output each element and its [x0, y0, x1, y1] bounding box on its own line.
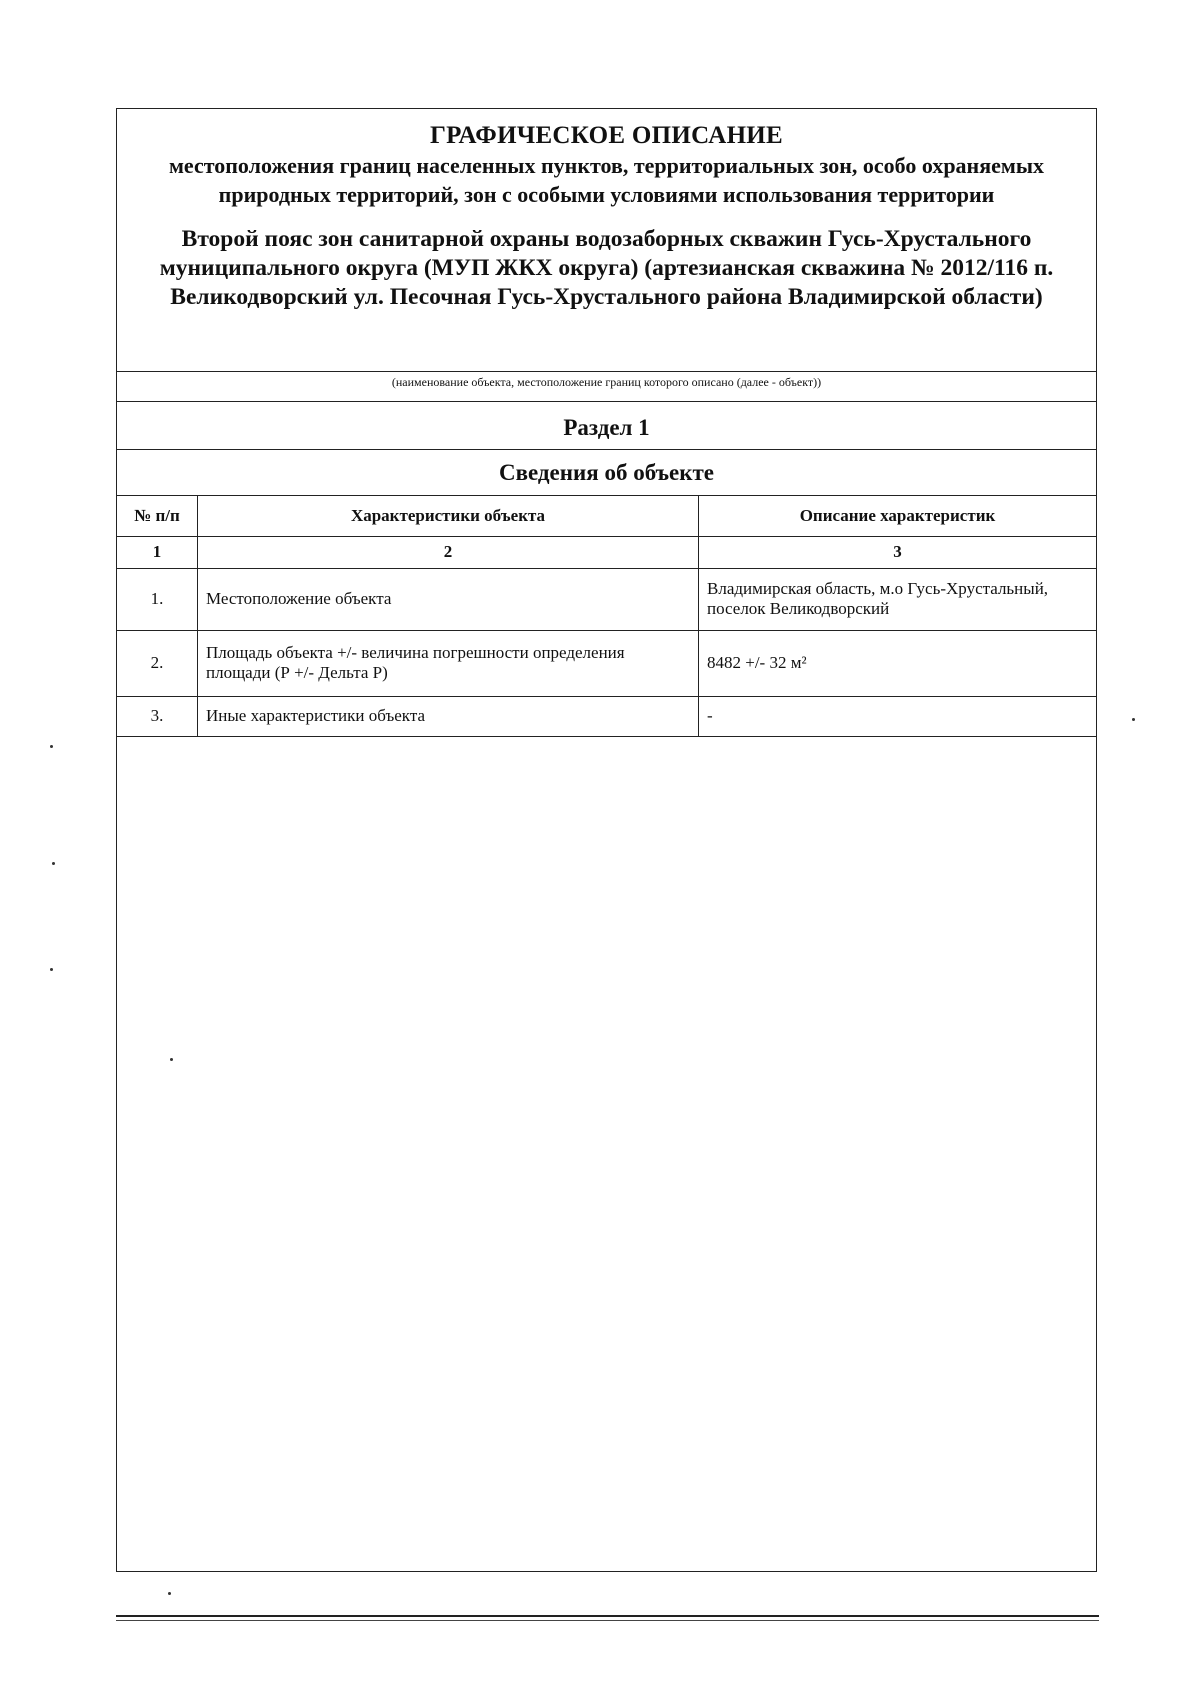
- scan-speck: [168, 1592, 171, 1595]
- table-cell: 1.: [117, 568, 198, 630]
- document-header: [117, 109, 1096, 371]
- scan-speck: [170, 1058, 173, 1061]
- scan-speck: [1132, 718, 1135, 721]
- object-name: Второй пояс зон санитарной охраны водозаборных скважин Гусь-Хрустального муниципального округа (МУП ЖКХ округа) (артезианская скважина № 2012/116 п. Великодворский ул. Песочная Гусь-Хрустального района Владимирской области): [159, 226, 1054, 310]
- table-cell: 1: [117, 536, 198, 568]
- table-header-row: [117, 496, 1096, 536]
- section-heading: Сведения об объекте: [498, 460, 715, 485]
- scan-speck: [52, 862, 55, 865]
- column-header: Характеристики объекта: [198, 496, 699, 536]
- column-header: Описание характеристик: [699, 496, 1097, 536]
- table-cell: Площадь объекта +/- величина погрешности определения площади (Р +/- Дельта Р): [198, 630, 699, 696]
- table-cell: Владимирская область, м.о Гусь-Хрустальный, поселок Великодворский: [699, 568, 1097, 630]
- scan-speck: [50, 968, 53, 971]
- table-cell: Иные характеристики объекта: [198, 696, 699, 736]
- divider: [117, 371, 1096, 372]
- bottom-rule: [116, 1620, 1099, 1621]
- scan-speck: [50, 745, 53, 748]
- table-cell: 8482 +/- 32 м²: [699, 630, 1097, 696]
- table-cell: 2: [198, 536, 699, 568]
- divider: [117, 401, 1096, 402]
- table-row: [117, 630, 1096, 696]
- object-info-table: [117, 496, 1096, 737]
- document-frame: [116, 108, 1097, 1572]
- table-cell: 2.: [117, 630, 198, 696]
- divider: [117, 449, 1096, 450]
- document-title: ГРАФИЧЕСКОЕ ОПИСАНИЕ: [429, 122, 784, 149]
- column-header: № п/п: [117, 496, 198, 536]
- section-label: Раздел 1: [563, 415, 650, 440]
- table-index-row: [117, 536, 1096, 568]
- document-subtitle: местоположения границ населенных пунктов, территориальных зон, особо охраняемых природных территорий, зон с особыми условиями использования территории: [168, 153, 1045, 207]
- table-cell: -: [699, 696, 1097, 736]
- table-cell: Местоположение объекта: [198, 568, 699, 630]
- table-cell: 3.: [117, 696, 198, 736]
- bottom-rule: [116, 1615, 1099, 1617]
- object-caption: (наименование объекта, местоположение границ которого описано (далее - объект)): [391, 375, 822, 389]
- table-row: [117, 568, 1096, 630]
- table-cell: 3: [699, 536, 1097, 568]
- table-row: [117, 696, 1096, 736]
